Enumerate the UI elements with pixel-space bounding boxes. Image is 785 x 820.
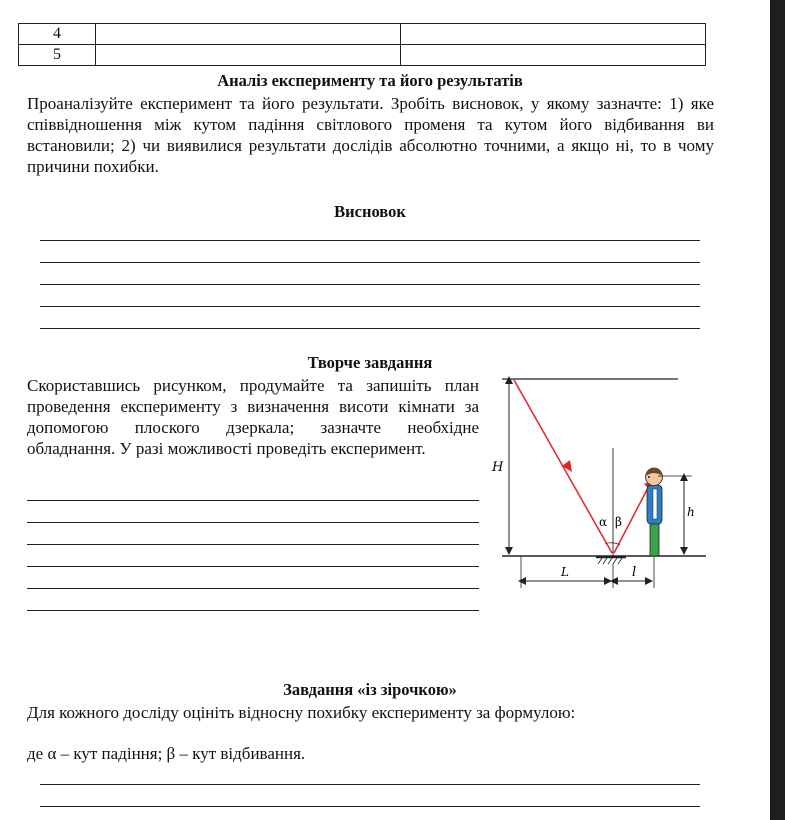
answer-line — [27, 566, 479, 567]
star-task-text: Для кожного досліду оцініть відносну похибку експерименту за формулою: — [27, 703, 576, 722]
answer-line — [40, 284, 700, 285]
table-row — [19, 45, 706, 66]
person-figure — [646, 468, 663, 557]
label-L: L — [561, 565, 569, 579]
mirror-hatching — [598, 558, 622, 564]
creative-heading: Творче завдання — [307, 353, 433, 372]
scrollbar[interactable] — [770, 0, 785, 820]
label-l: l — [632, 565, 637, 580]
table-row — [19, 24, 706, 45]
label-h: h — [687, 505, 695, 519]
label-alpha: α — [599, 515, 608, 529]
table-cell — [401, 45, 706, 66]
results-table — [18, 23, 706, 66]
answer-line — [40, 240, 700, 241]
creative-text: Скориставшись рисунком, продумайте та запишіть план проведення експерименту з визначення висоти кімнати за допомогою плоского дзеркала; зазначте необхідне обладнання. У разі можливості проведіть експеримент. — [27, 376, 479, 458]
answer-line — [27, 500, 479, 501]
table-cell-number: 4 — [19, 24, 96, 45]
answer-line — [27, 544, 479, 545]
star-task-definitions: де α – кут падіння; β – кут відбивання. — [27, 744, 306, 763]
star-task-heading: Завдання «із зірочкою» — [283, 680, 457, 699]
answer-line — [40, 306, 700, 307]
answer-line — [40, 328, 700, 329]
analysis-heading: Аналіз експерименту та його результатів — [217, 71, 523, 90]
conclusion-heading: Висновок — [334, 202, 406, 221]
table-cell — [96, 24, 401, 45]
answer-line — [27, 610, 479, 611]
ray-arrow — [562, 460, 572, 472]
table-cell — [401, 24, 706, 45]
table-cell-number: 5 — [19, 45, 96, 66]
answer-line — [27, 588, 479, 589]
table-cell — [96, 45, 401, 66]
mirror-experiment-figure — [488, 370, 712, 602]
label-beta: β — [615, 515, 622, 529]
answer-line — [27, 522, 479, 523]
answer-line — [40, 784, 700, 785]
answer-line — [40, 806, 700, 807]
analysis-text: Проаналізуйте експеримент та його результати. Зробіть висновок, у якому зазначте: 1) яке співвідношення між кутом падіння світлового променя та кутом його відбивання ви встановили; 2) чи виявилися результати дослідів абсолютно точними, а якщо ні, то в чому причини похибки. — [27, 94, 714, 176]
answer-line — [40, 262, 700, 263]
label-H: H — [492, 460, 504, 475]
